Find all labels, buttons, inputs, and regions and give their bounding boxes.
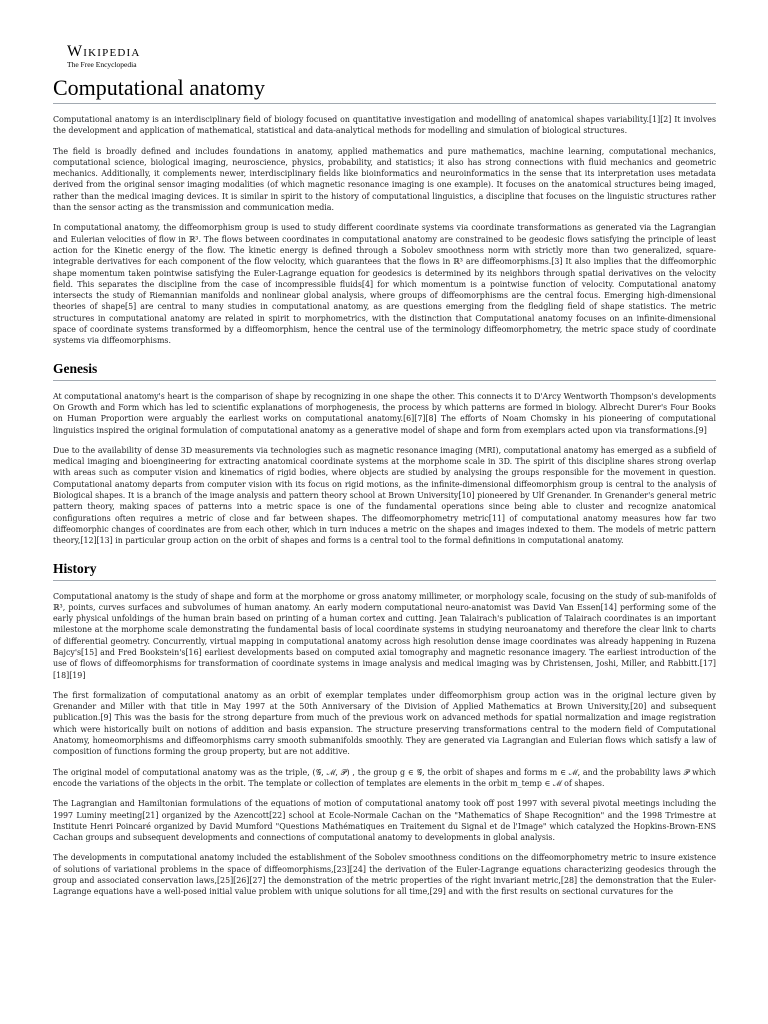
section-heading-history: History: [53, 561, 716, 581]
page-title: Computational anatomy: [53, 76, 716, 104]
logo-tagline: The Free Encyclopedia: [67, 60, 137, 69]
section-heading-genesis: Genesis: [53, 361, 716, 381]
wikipedia-logo[interactable]: [53, 44, 716, 69]
genesis-paragraph: At computational anatomy's heart is the comparison of shape by recognizing in one shape the other. This connects it to D'Arcy Wentworth Thompson's developments On Growth and Form which has led to scientific explanations of morphogenesis, the process by which patterns are formed in biology. Albrecht Durer's Four Books on Human Proportion were arguably the earliest works on computational anatomy.[6][7][8] The efforts of Noam Chomsky in his pioneering of computational linguistics inspired the original formulation of computational anatomy as a generative model of shape and form from exemplars acted upon via transformations.[9]: [53, 391, 716, 435]
history-paragraph: The Lagrangian and Hamiltonian formulations of the equations of motion of computational anatomy took off post 1997 with several pivotal meetings including the 1997 Luminy meeting[21] organized by the Azencott[22] school at Ecole-Normale Cachan on the "Mathematics of Shape Recognition" and the 1998 Trimestre at Institute Henri Poincaré organized by David Mumford "Questions Mathématiques en Traitement du Signal et de l'Image" which catalyzed the Hopkins-Brown-ENS Cachan groups and subsequent developments and connections of computational anatomy to developments in global analysis.: [53, 799, 716, 843]
intro-paragraph: Computational anatomy is an interdisciplinary field of biology focused on quantitative investigation and modelling of anatomical shapes variability.[1][2] It involves the development and application of mathematical, statistical and data-analytical methods for modelling and simulation of biological structures.: [53, 115, 716, 136]
article: [53, 44, 716, 907]
logo-wordmark: Wikipedia: [67, 43, 141, 60]
intro-paragraph: The field is broadly defined and includes foundations in anatomy, applied mathematics and pure mathematics, machine learning, computational mechanics, computational science, biological imaging, neuroscience, physics, probability, and statistics; it also has strong connections with fluid mechanics and geometric mechanics. Additionally, it complements newer, interdisciplinary fields like bioinformatics and neuroinformatics in the sense that its interpretation uses metadata derived from the original sensor imaging modalities (of which magnetic resonance imaging is one example). It focuses on the anatomical structures being imaged, rather than the medical imaging devices. It is similar in spirit to the history of computational linguistics, a discipline that focuses on the linguistic structures rather than the sensor acting as the transmission and communication media.: [53, 146, 716, 213]
history-paragraph: Computational anatomy is the study of shape and form at the morphome or gross anatomy millimeter, or morphology scale, focusing on the study of sub-manifolds of ℝ³, points, curves surfaces and subvolumes of human anatomy. An early modern computational neuro-anatomist was David Van Essen[14] performing some of the early physical unfoldings of the human brain based on printing of a human cortex and cutting. Jean Talairach's publication of Talairach coordinates is an important milestone at the morphome scale demonstrating the fundamental basis of local coordinate systems in studying neuroanatomy and therefore the clear link to charts of differential geometry. Concurrently, virtual mapping in computational anatomy across high resolution dense image coordinates was already happening in Ruzena Bajcy's[15] and Fred Bookstein's[16] earliest developments based on computed axial tomography and magnetic resonance imagery. The earliest introduction of the use of flows of diffeomorphisms for transformation of coordinate systems in image analysis and medical imaging was by Christensen, Joshi, Miller, and Rabbitt.[17][18][19]: [53, 591, 716, 680]
history-paragraph: The original model of computational anatomy was as the triple, (𝒢, ℳ, 𝒫) , the group g ∈ 𝒢, the orbit of shapes and forms m ∈ ℳ, and the probability laws 𝒫 which encode the variations of the objects in the orbit. The template or collection of templates are elements in the orbit m_temp ∈ ℳ of shapes.: [53, 767, 716, 788]
history-paragraph: The developments in computational anatomy included the establishment of the Sobolev smoothness conditions on the diffeomorphometry metric to insure existence of solutions of variational problems in the space of diffeomorphisms,[23][24] the derivation of the Euler-Lagrange equations characterizing geodesics through the group and associated conservation laws,[25][26][27] the demonstration of the metric properties of the right invariant metric,[28] the demonstration that the Euler-Lagrange equations have a well-posed initial value problem with unique solutions for all time,[29] and with the first results on sectional curvatures for the: [53, 853, 716, 897]
intro-paragraph: In computational anatomy, the diffeomorphism group is used to study different coordinate systems via coordinate transformations as generated via the Lagrangian and Eulerian velocities of flow in ℝ³. The flows between coordinates in computational anatomy are constrained to be geodesic flows satisfying the principle of least action for the Kinetic energy of the flow. The kinetic energy is defined through a Sobolev smoothness norm with strictly more than two generalized, square-integrable derivatives for each component of the flow velocity, which guarantees that the flows in ℝ³ are diffeomorphisms.[3] It also implies that the diffeomorphic shape momentum taken pointwise satisfying the Euler-Lagrange equation for geodesics is determined by its neighbors through spatial derivatives on the velocity field. This separates the discipline from the case of incompressible fluids[4] for which momentum is a pointwise function of velocity. Computational anatomy intersects the study of Riemannian manifolds and nonlinear global analysis, where groups of diffeomorphisms are the central focus. Emerging high-dimensional theories of shape[5] are central to many studies in computational anatomy, as are questions emerging from the fledgling field of shape statistics. The metric structures in computational anatomy are related in spirit to morphometrics, with the distinction that Computational anatomy focuses on an infinite-dimensional space of coordinate systems transformed by a diffeomorphism, hence the central use of the terminology diffeomorphometry, the metric space study of coordinate systems via diffeomorphisms.: [53, 223, 716, 346]
history-paragraph: The first formalization of computational anatomy as an orbit of exemplar templates under diffeomorphism group action was in the original lecture given by Grenander and Miller with that title in May 1997 at the 50th Anniversary of the Division of Applied Mathematics at Brown University,[20] and subsequent publication.[9] This was the basis for the strong departure from much of the previous work on advanced methods for spatial normalization and image registration which were historically built on notions of addition and basis expansion. The structure preserving transformations central to the modern field of Computational Anatomy, homeomorphisms and diffeomorphisms carry smooth submanifolds smoothly. They are generated via Lagrangian and Eulerian flows which satisfy a law of composition of functions forming the group property, but are not additive.: [53, 690, 716, 757]
genesis-paragraph: Due to the availability of dense 3D measurements via technologies such as magnetic resonance imaging (MRI), computational anatomy has emerged as a subfield of medical imaging and bioengineering for extracting anatomical coordinate systems at the morphome scale in 3D. The spirit of this discipline shares strong overlap with areas such as computer vision and kinematics of rigid bodies, where objects are studied by analysing the groups responsible for the movement in question. Computational anatomy departs from computer vision with its focus on rigid motions, as the infinite-dimensional diffeomorphism group is central to the analysis of Biological shapes. It is a branch of the image analysis and pattern theory school at Brown University[10] pioneered by Ulf Grenander. In Grenander's general metric pattern theory, making spaces of patterns into a metric space is one of the fundamental operations since being able to cluster and recognize anatomical configurations often requires a metric of close and far between shapes. The diffeomorphometry metric[11] of computational anatomy measures how far two diffeomorphic changes of coordinates are from each other, which in turn induces a metric on the shapes and images indexed to them. The models of metric pattern theory,[12][13] in particular group action on the orbit of shapes and forms is a central tool to the formal definitions in computational anatomy.: [53, 445, 716, 546]
